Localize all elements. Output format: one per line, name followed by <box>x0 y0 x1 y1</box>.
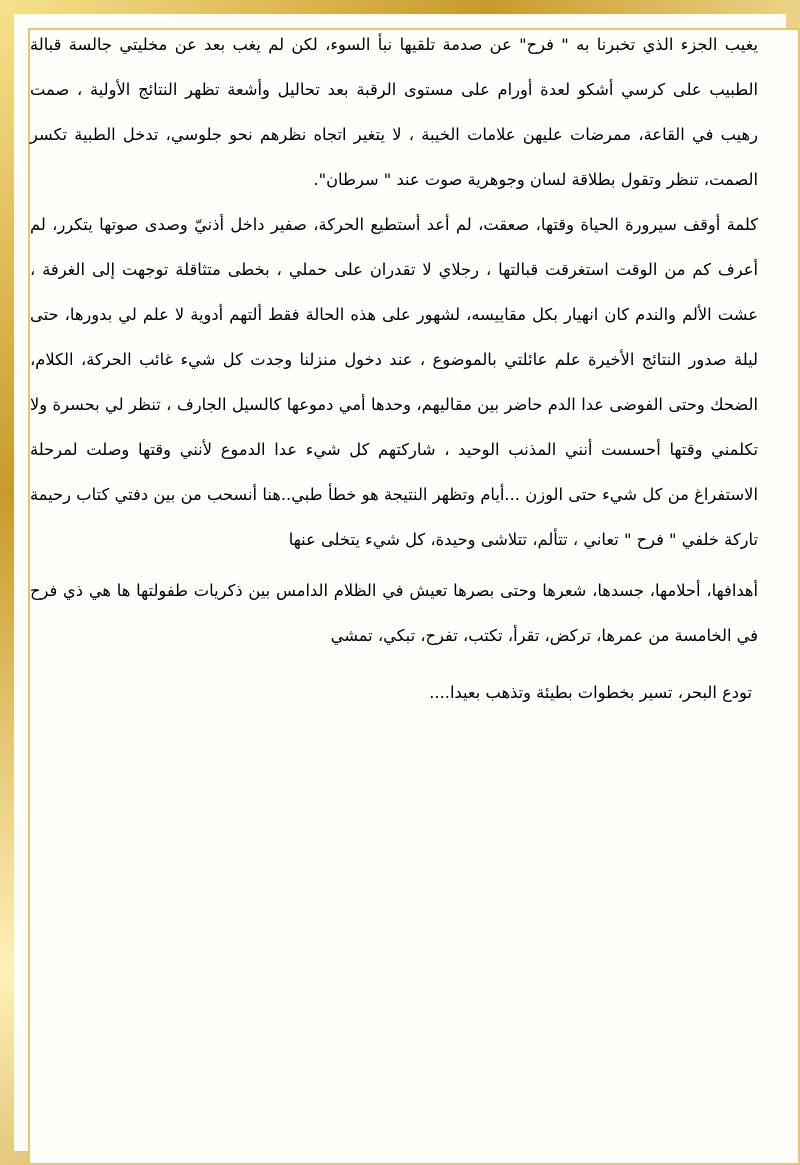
paragraph-2: كلمة أوقف سيرورة الحياة وقتها، صعقت، لم أعد أستطيع الحركة، صفير داخل أذنيّ وصدى صوتها يتكرر، لم أعرف كم من الوقت استغرقت قبالتها ، رجلاي لا تقدران على حملي ، بخطى متثاقلة توجهت إلى الغرفة ، عشت الألم والندم كان انهيار بكل مقاييسه، لشهور على هذه الحالة فقط ألتهم أدوية لا علم لي بدورها، حتى ليلة صدور النتائج الأخيرة علم عائلتي بالموضوع ، عند دخول منزلنا وجدت كل شيء غائب الحركة، الكلام، الضحك وحتى الفوضى عدا الدم حاضر بين مقاليهم، وحدها أمي دموعها كالسيل الجارف ، تنظر لي بحسرة ولا تكلمني وقتها أحسست أنني المذنب الوحيد ، شاركتهم كل شيء عدا الدموع لأنني وقتها وصلت لمرحلة الاستفراغ من كل شيء حتى الوزن ...أيام وتظهر النتيجة هو خطأ طبي..هنا أنسحب من بين دفتي كتاب رحيمة تاركة خلفي " فرح " تعاني ، تتألم، تتلاشى وحيدة، كل شيء يتخلى عنها <box>30 215 758 549</box>
paragraph-1: يغيب الجزء الذي تخبرنا به " فرح" عن صدمة تلقيها نبأ السوء، لكن لم يغب بعد عن مخليتي جالسة قبالة الطبيب على كرسي أشكو لعدة أورام على مستوى الرقبة بعد تحاليل وأشعة تظهر النتائج الأولية ، صمت رهيب في القاعة، ممرضات عليهن علامات الخيبة ، لا يتغير اتجاه نظرهم نحو جلوسي، تدخل الطبية تكسر الصمت، تنظر وتقول بطلاقة لسان وجوهرية صوت عند " سرطان". <box>30 35 758 189</box>
story-text <box>30 22 758 715</box>
paragraph-3: أهدافها، أحلامها، جسدها، شعرها وحتى بصرها تعيش في الظلام الدامس بين ذكريات طفولتها ها هي ذي فرح في الخامسة من عمرها، تركض، تقرأ، تكتب، تفرح، تبكي، تمشي <box>30 581 758 645</box>
paragraph-4: تودع البحر، تسير بخطوات بطيئة وتذهب بعيدا.... <box>429 683 752 702</box>
